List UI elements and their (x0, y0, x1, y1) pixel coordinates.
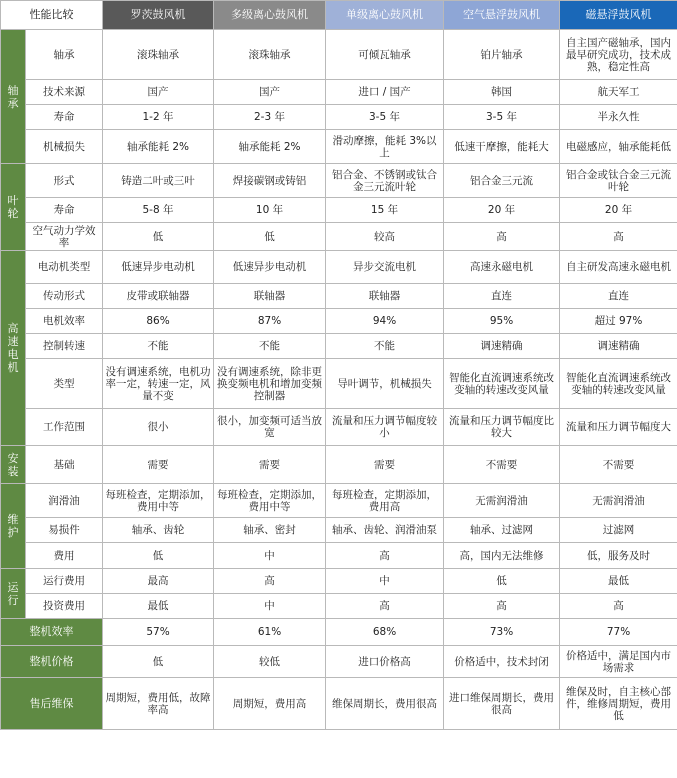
table-cell: 没有调速系统，除非更换变频电机和增加变频控制器 (214, 359, 326, 409)
table-cell: 20 年 (444, 198, 560, 223)
row-label: 运行费用 (26, 569, 103, 594)
table-cell: 轴承、齿轮、润滑油泵 (326, 518, 444, 543)
table-row (1, 251, 677, 284)
table-cell: 焊接碳钢或铸铝 (214, 164, 326, 198)
table-cell: 自主国产磁轴承，国内最早研究成功，技术成熟，稳定性高 (560, 30, 677, 80)
table-row (1, 130, 677, 164)
table-cell: 铂片轴承 (444, 30, 560, 80)
row-label: 传动形式 (26, 284, 103, 309)
col-header-air-bearing: 空气悬浮鼓风机 (444, 1, 560, 30)
row-label: 机械损失 (26, 130, 103, 164)
table-cell: 智能化直流调速系统改变轴的转速改变风量 (560, 359, 677, 409)
row-label: 电机效率 (26, 309, 103, 334)
table-cell: 最高 (103, 569, 214, 594)
table-cell: 较高 (326, 223, 444, 251)
table-cell: 低速异步电动机 (214, 251, 326, 284)
table-cell: 超过 97% (560, 309, 677, 334)
table-cell: 电磁感应，轴承能耗低 (560, 130, 677, 164)
row-label: 形式 (26, 164, 103, 198)
table-row (1, 484, 677, 518)
row-label: 润滑油 (26, 484, 103, 518)
table-cell: 不能 (103, 334, 214, 359)
table-row (1, 359, 677, 409)
table-cell: 中 (214, 543, 326, 569)
table-cell: 滚珠轴承 (214, 30, 326, 80)
table-cell: 每班检查，定期添加，费用中等 (103, 484, 214, 518)
table-cell: 每班检查，定期添加，费用高 (326, 484, 444, 518)
table-row (1, 309, 677, 334)
table-cell: 高 (444, 223, 560, 251)
group-label-text: 维护 (7, 513, 19, 539)
table-cell: 低 (103, 223, 214, 251)
group-label (1, 569, 26, 619)
table-cell: 不需要 (560, 446, 677, 484)
table-cell: 价格适中，技术封闭 (444, 646, 560, 678)
group-label-text: 叶轮 (7, 194, 19, 220)
table-row (1, 518, 677, 543)
table-cell: 15 年 (326, 198, 444, 223)
table-cell: 轴承能耗 2% (103, 130, 214, 164)
table-cell: 轴承能耗 2% (214, 130, 326, 164)
table-cell: 20 年 (560, 198, 677, 223)
table-cell: 智能化直流调速系统改变轴的转速改变风量 (444, 359, 560, 409)
table-cell: 2-3 年 (214, 105, 326, 130)
table-cell: 需要 (103, 446, 214, 484)
table-row (1, 334, 677, 359)
table-cell: 直连 (560, 284, 677, 309)
group-label-text: 轴承 (7, 83, 19, 110)
row-label: 寿命 (26, 105, 103, 130)
table-cell: 需要 (326, 446, 444, 484)
table-cell: 可倾瓦轴承 (326, 30, 444, 80)
table-cell: 61% (214, 619, 326, 646)
table-cell: 铝合金或钛合金三元流叶轮 (560, 164, 677, 198)
table-cell: 铸造二叶或三叶 (103, 164, 214, 198)
table-row (1, 164, 677, 198)
row-label: 类型 (26, 359, 103, 409)
table-cell: 94% (326, 309, 444, 334)
table-cell: 滑动摩擦，能耗 3%以上 (326, 130, 444, 164)
table-cell: 1-2 年 (103, 105, 214, 130)
table-row (1, 446, 677, 484)
table-cell: 87% (214, 309, 326, 334)
table-cell: 维保周期长，费用很高 (326, 678, 444, 730)
table-cell: 国产 (103, 80, 214, 105)
table-cell: 低 (103, 646, 214, 678)
table-cell: 低，服务及时 (560, 543, 677, 569)
table-cell: 不需要 (444, 446, 560, 484)
table-cell: 低 (214, 223, 326, 251)
header-row (1, 1, 677, 30)
table-row (1, 543, 677, 569)
table-cell: 铝合金三元流 (444, 164, 560, 198)
table-cell: 维保及时，自主核心部件，维修周期短，费用低 (560, 678, 677, 730)
table-row (1, 646, 677, 678)
table-cell: 导叶调节，机械损失 (326, 359, 444, 409)
table-cell: 高，国内无法维修 (444, 543, 560, 569)
row-label: 电动机类型 (26, 251, 103, 284)
table-cell: 最低 (103, 594, 214, 619)
table-row (1, 619, 677, 646)
table-row (1, 594, 677, 619)
table-cell: 航天军工 (560, 80, 677, 105)
table-cell: 中 (214, 594, 326, 619)
table-cell: 联轴器 (326, 284, 444, 309)
table-cell: 中 (326, 569, 444, 594)
table-cell: 高 (326, 543, 444, 569)
row-label: 寿命 (26, 198, 103, 223)
table-cell: 每班检查，定期添加，费用中等 (214, 484, 326, 518)
table-cell: 86% (103, 309, 214, 334)
table-cell: 价格适中，满足国内市场需求 (560, 646, 677, 678)
table-cell: 高速永磁电机 (444, 251, 560, 284)
col-header-maglev: 磁悬浮鼓风机 (560, 1, 677, 30)
row-label: 基础 (26, 446, 103, 484)
row-label: 技术来源 (26, 80, 103, 105)
table-cell: 高 (560, 223, 677, 251)
table-row (1, 105, 677, 130)
table-cell: 调速精确 (560, 334, 677, 359)
table-cell: 异步交流电机 (326, 251, 444, 284)
table-cell: 最低 (560, 569, 677, 594)
table-cell: 半永久性 (560, 105, 677, 130)
group-label (1, 446, 26, 484)
table-cell: 自主研发高速永磁电机 (560, 251, 677, 284)
table-row (1, 284, 677, 309)
table-cell: 3-5 年 (444, 105, 560, 130)
table-cell: 流量和压力调节幅度较小 (326, 409, 444, 446)
table-cell: 韩国 (444, 80, 560, 105)
table-cell: 联轴器 (214, 284, 326, 309)
table-cell: 进口维保周期长，费用很高 (444, 678, 560, 730)
row-label: 投资费用 (26, 594, 103, 619)
table-cell: 轴承、密封 (214, 518, 326, 543)
group-label (1, 164, 26, 251)
group-label-text: 安装 (7, 451, 19, 478)
group-label (1, 484, 26, 569)
row-label: 易损件 (26, 518, 103, 543)
table-cell: 很小 (103, 409, 214, 446)
table-cell: 周期短，费用高 (214, 678, 326, 730)
table-cell: 国产 (214, 80, 326, 105)
table-cell: 轴承、齿轮 (103, 518, 214, 543)
table-cell: 周期短，费用低，故障率高 (103, 678, 214, 730)
table-cell: 高 (326, 594, 444, 619)
table-cell: 直连 (444, 284, 560, 309)
row-label: 工作范围 (26, 409, 103, 446)
table-row (1, 569, 677, 594)
table-row (1, 198, 677, 223)
table-row (1, 80, 677, 105)
summary-row-label: 售后维保 (1, 678, 103, 730)
col-header-multistage: 多级离心鼓风机 (214, 1, 326, 30)
row-label: 费用 (26, 543, 103, 569)
table-cell: 77% (560, 619, 677, 646)
table-cell: 3-5 年 (326, 105, 444, 130)
table-cell: 高 (214, 569, 326, 594)
table-cell: 铝合金、不锈钢或钛合金三元流叶轮 (326, 164, 444, 198)
table-cell: 流量和压力调节幅度比较大 (444, 409, 560, 446)
table-cell: 没有调速系统，电机功率一定，转速一定，风量不变 (103, 359, 214, 409)
group-label (1, 30, 26, 164)
table-cell: 低 (444, 569, 560, 594)
table-cell: 滚珠轴承 (103, 30, 214, 80)
table-row (1, 678, 677, 730)
table-cell: 高 (560, 594, 677, 619)
summary-row-label: 整机效率 (1, 619, 103, 646)
table-cell: 进口价格高 (326, 646, 444, 678)
table-cell: 73% (444, 619, 560, 646)
group-label-text: 高速电机 (7, 322, 19, 374)
table-cell: 低速异步电动机 (103, 251, 214, 284)
table-cell: 低 (103, 543, 214, 569)
table-row (1, 409, 677, 446)
table-cell: 不能 (214, 334, 326, 359)
table-cell: 10 年 (214, 198, 326, 223)
table-cell: 皮带或联轴器 (103, 284, 214, 309)
table-cell: 进口 / 国产 (326, 80, 444, 105)
table-cell: 68% (326, 619, 444, 646)
row-label: 轴承 (26, 30, 103, 80)
table-cell: 流量和压力调节幅度大 (560, 409, 677, 446)
table-cell: 较低 (214, 646, 326, 678)
table-cell: 95% (444, 309, 560, 334)
col-header-roots: 罗茨鼓风机 (103, 1, 214, 30)
col-header-singlestage: 单级离心鼓风机 (326, 1, 444, 30)
group-label (1, 251, 26, 446)
row-label: 空气动力学效率 (26, 223, 103, 251)
table-cell: 不能 (326, 334, 444, 359)
table-cell: 无需润滑油 (560, 484, 677, 518)
table-cell: 轴承、过滤网 (444, 518, 560, 543)
table-cell: 调速精确 (444, 334, 560, 359)
table-cell: 过滤网 (560, 518, 677, 543)
table-cell: 需要 (214, 446, 326, 484)
metric-header: 性能比较 (1, 1, 103, 30)
table-row (1, 30, 677, 80)
row-label: 控制转速 (26, 334, 103, 359)
table-cell: 57% (103, 619, 214, 646)
table-cell: 低速干摩擦，能耗大 (444, 130, 560, 164)
summary-row-label: 整机价格 (1, 646, 103, 678)
table-cell: 高 (444, 594, 560, 619)
group-label-text: 运行 (7, 580, 19, 607)
table-cell: 很小，加变频可适当放宽 (214, 409, 326, 446)
table-row (1, 223, 677, 251)
table-cell: 5-8 年 (103, 198, 214, 223)
table-cell: 无需润滑油 (444, 484, 560, 518)
